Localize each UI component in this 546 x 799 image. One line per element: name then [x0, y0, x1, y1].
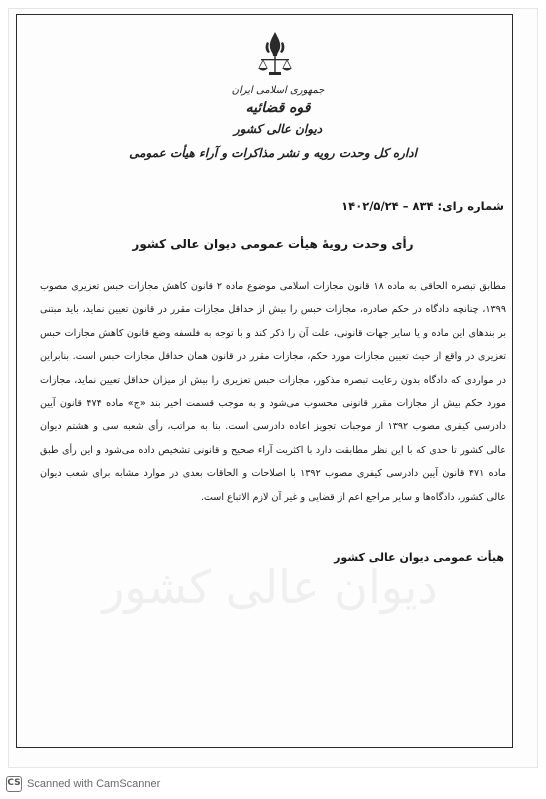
scanner-label: Scanned with CamScanner	[27, 778, 161, 790]
body-line: دادرسی کیفری مصوب ۱۳۹۲ از موجبات تجویز اعاده دادرسی است. بنا به مراتب، رأی شعبه سی و هشتم دیوان	[40, 421, 506, 433]
document-title: رأی وحدت رویهٔ هیأت عمومی دیوان عالی کشور	[132, 237, 414, 251]
body-line: بر بندهای این ماده و یا سایر جهات قانونی، علت آن را ذکر کند و با توجه به فلسفه وضع قانون کاهش مجازات حبس	[40, 327, 506, 339]
body-line: تعزیری در واقع از حیث تعیین مجازات مورد حکم، مجازات مقرر در قانون همان حداقل مجازات حبس است. بنابراین	[40, 351, 506, 363]
ruling-number: شماره رای: ۸۳۴ – ۱۴۰۲/۵/۲۴	[341, 199, 504, 213]
body-line: ۱۳۹۹، چنانچه دادگاه در حکم صادره، مجازات حبس را بیش از حداقل مجازات مقرر در قانون تعیین نماید، باید مبتنی	[40, 304, 506, 316]
body-line: مطابق تبصره الحاقی به ماده ۱۸ قانون مجازات اسلامی موضوع ماده ۲ قانون کاهش مجازات حبس تعزیری مصوب	[40, 281, 506, 292]
camscanner-logo-icon: CS	[6, 776, 22, 792]
body-line: ماده ۴۷۱ قانون آیین دادرسی کیفری مصوب ۱۳۹۲ با اصلاحات و الحاقات بعدی در موارد مشابه برای شعب دیوان	[40, 468, 506, 480]
body-line: مورد حکم بیش از مجازات مقرر قانونی محسوب می‌شود و به موجب قسمت اخیر بند «ج» ماده ۴۷۴ قانون آیین	[40, 398, 506, 410]
body-line: عالی کشور، دادگاه‌ها و سایر مراجع اعم از قضایی و غیر آن لازم الاتباع است.	[200, 491, 506, 503]
body-line: عالی کشور تا حدی که با این نظر مطابقت دارد با اکثریت آراء صحیح و قانونی تشخیص داده می‌شود و این رأی طبق	[40, 444, 506, 456]
header-department: اداره کل وحدت رویه و نشر مذاکرات و آراء هیأت عمومی	[129, 146, 417, 160]
body-line: در مواردی که دادگاه بدون رعایت تبصره مذکور، مجازات حبس تعزیری را بیش از میزان حداقل تعیین نماید، مجازات	[40, 374, 506, 386]
signature: هیأت عمومی دیوان عالی کشور	[334, 551, 504, 564]
judiciary-scales-emblem-icon	[255, 30, 295, 80]
watermark: دیوان عالی کشور	[102, 560, 438, 614]
header-supreme-court: دیوان عالی کشور	[233, 122, 323, 136]
header-judiciary: قوه قضائیه	[245, 100, 311, 116]
ruling-body	[40, 275, 506, 509]
header-country: جمهوری اسلامی ایران	[231, 85, 325, 96]
